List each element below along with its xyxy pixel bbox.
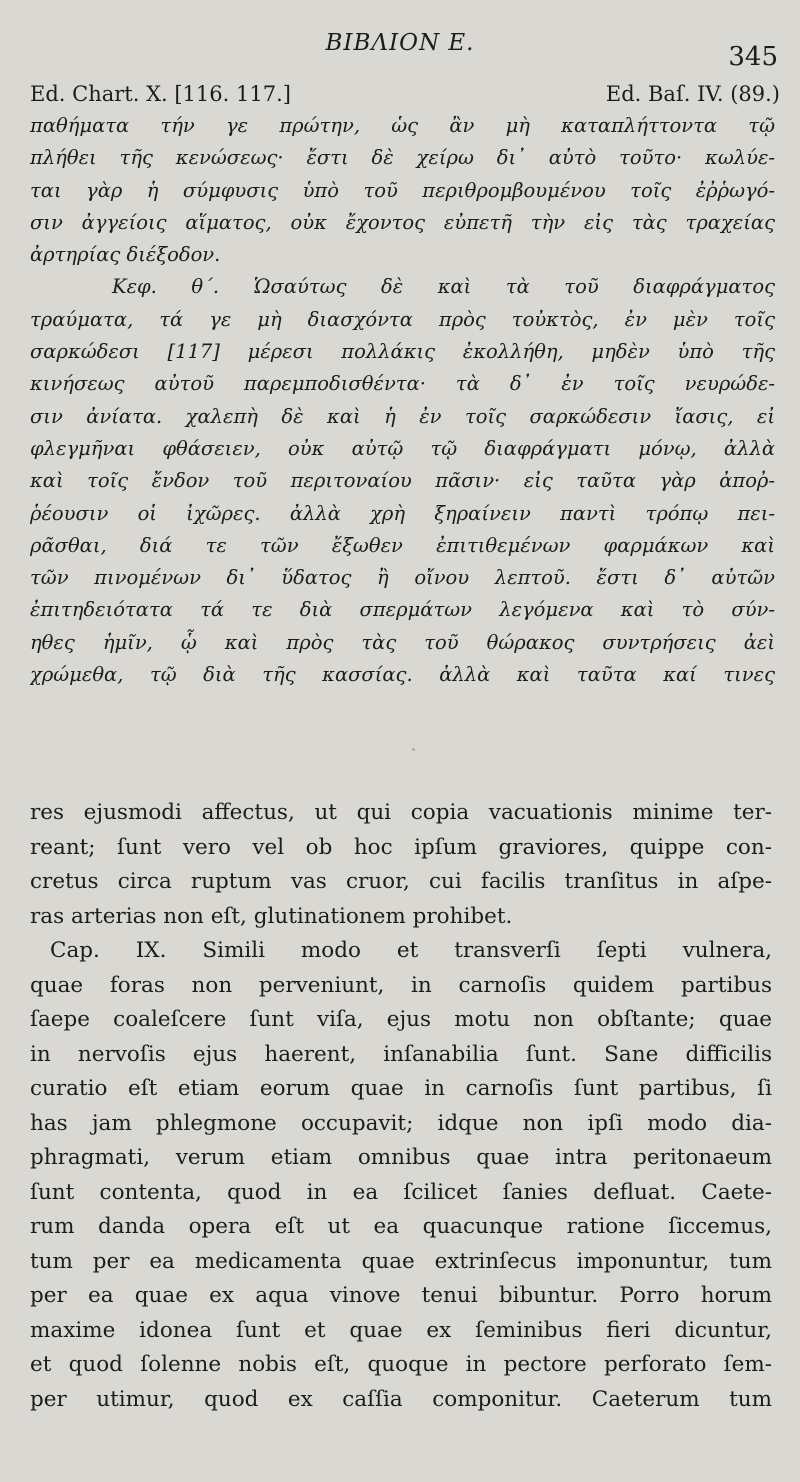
latin-line: quae foras non perveniunt, in carnoſis quidem partibus	[30, 972, 772, 998]
greek-text-block	[30, 110, 775, 691]
latin-line: cretus circa ruptum vas cruor, cui facilis tranſitus in aſpe-	[30, 869, 772, 894]
greek-line: σιν ἀνίατα. χαλεπὴ δὲ καὶ ἡ ἐν τοῖς σαρκώδεσιν ἴασις, εἰ	[30, 404, 775, 428]
greek-line: κινήσεως αὐτοῦ παρεμποδισθέντα· τὰ δ᾽ ἐν τοῖς νευρώδε-	[30, 372, 775, 396]
greek-line: τῶν πινομένων δι᾽ ὕδατος ἢ οἴνου λεπτοῦ. ἔστι δ᾽ αὐτῶν	[30, 566, 775, 590]
latin-line: ras arterias non eſt, glutinationem prohibet.	[30, 903, 513, 929]
latin-line: ſunt contenta, quod in ea ſcilicet ſanies defluat. Caete-	[30, 1179, 772, 1205]
latin-line: phragmati, verum etiam omnibus quae intra peritonaeum	[30, 1145, 772, 1170]
scan-speck	[768, 1052, 771, 1055]
greek-line: καὶ τοῖς ἔνδον τοῦ περιτοναίου πᾶσιν· εἰς ταῦτα γὰρ ἀποῤ-	[30, 469, 775, 493]
greek-line: ἐπιτηδειότατα τά τε διὰ σπερμάτων λεγόμενα καὶ τὸ σύν-	[30, 598, 775, 622]
latin-line: res ejusmodi affectus, ut qui copia vacuationis minime ter-	[30, 800, 772, 825]
greek-line: ηθες ἡμῖν, ᾧ καὶ πρὸς τὰς τοῦ θώρακος συντρήσεις ἀεὶ	[30, 630, 775, 654]
latin-line: reant; ſunt vero vel ob hoc ipſum graviores, quippe con-	[30, 834, 772, 860]
edition-chartier-reference: Ed. Chart. X. [116. 117.]	[30, 82, 291, 106]
greek-line: σαρκώδεσι [117] μέρεσι πολλάκις ἐκολλήθη, μηδὲν ὑπὸ τῆς	[30, 340, 775, 364]
greek-chapter-heading-line: Κεφ. θ΄. Ὡσαύτως δὲ καὶ τὰ τοῦ διαφράγματος	[112, 275, 775, 299]
greek-line: παθήματα τήν γε πρώτην, ὡς ἂν μὴ καταπλήττοντα τῷ	[30, 114, 775, 137]
edition-basel-reference: Ed. Baſ. IV. (89.)	[605, 82, 780, 106]
greek-line: χρώμεθα, τῷ διὰ τῆς κασσίας. ἀλλὰ καὶ ταῦτα καί τινες	[30, 663, 775, 687]
latin-line: maxime idonea ſunt et quae ex ſeminibus fieri dicuntur,	[30, 1317, 772, 1343]
latin-text-block	[30, 796, 772, 1417]
latin-chapter-heading-line: Cap. IX. Simili modo et transverſi ſepti vulnera,	[50, 938, 772, 963]
greek-line: φλεγμῆναι φθάσειεν, οὐκ αὐτῷ τῷ διαφράγματι μόνῳ, ἀλλὰ	[30, 436, 775, 460]
greek-line: ῥέουσιν οἱ ἰχῶρες. ἀλλὰ χρὴ ξηραίνειν παντὶ τρόπῳ πει-	[30, 501, 775, 525]
latin-line: in nervoſis ejus haerent, inſanabilia ſunt. Sane difficilis	[30, 1041, 772, 1067]
running-title: ΒΙΒΛΙΟΝ Ε.	[325, 30, 475, 56]
latin-line: et quod ſolenne nobis eſt, quoque in pectore perforato ſem-	[30, 1352, 772, 1377]
greek-line: πλήθει τῆς κενώσεως· ἔστι δὲ χείρω δι᾽ αὐτὸ τοῦτο· κωλύε-	[30, 146, 775, 170]
latin-line: tum per ea medicamenta quae extrinſecus imponuntur, tum	[30, 1248, 772, 1274]
greek-line: ἀρτηρίας διέξοδον.	[30, 243, 221, 267]
greek-line: ται γὰρ ἡ σύμφυσις ὑπὸ τοῦ περιθρομβουμένου τοῖς ἐῤῥωγό-	[30, 178, 775, 202]
greek-line: τραύματα, τά γε μὴ διασχόντα πρὸς τοὐκτὸς, ἐν μὲν τοῖς	[30, 307, 775, 331]
scan-speck	[412, 748, 415, 751]
latin-line: has jam phlegmone occupavit; idque non ipſi modo dia-	[30, 1110, 772, 1136]
latin-line: per ea quae ex aqua vinove tenui bibuntur. Porro horum	[30, 1283, 772, 1308]
scan-speck	[54, 640, 57, 643]
page-number: 345	[728, 42, 778, 72]
latin-line: curatio eſt etiam eorum quae in carnoſis ſunt partibus, ſi	[30, 1076, 772, 1101]
latin-line: per utimur, quod ex caſſia componitur. Caeterum tum	[30, 1386, 772, 1412]
greek-line: ρᾶσθαι, διά τε τῶν ἔξωθεν ἐπιτιθεμένων φαρμάκων καὶ	[30, 533, 775, 557]
edition-reference-line	[30, 80, 780, 108]
latin-line: ſaepe coaleſcere ſunt viſa, ejus motu non obſtante; quae	[30, 1007, 772, 1032]
greek-line: σιν ἀγγείοις αἵματος, οὐκ ἔχοντος εὐπετῆ τὴν εἰς τὰς τραχείας	[30, 210, 775, 234]
latin-line: rum danda opera eſt ut ea quacunque ratione ſiccemus,	[30, 1214, 772, 1239]
